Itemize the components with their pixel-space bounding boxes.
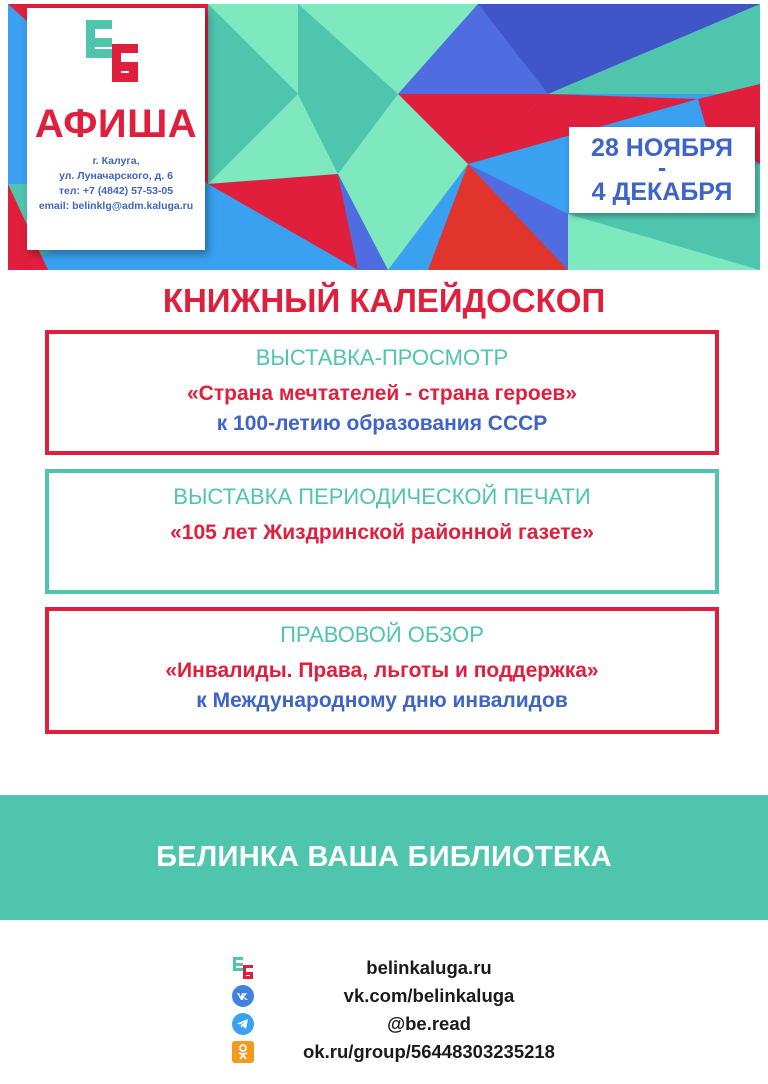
address-city: г. Калуга, <box>92 155 140 167</box>
afisha-card <box>27 8 205 250</box>
contact-odnoklassniki[interactable] <box>0 1039 768 1065</box>
event-name: «Инвалиды. Права, льготы и поддержка» <box>165 659 599 682</box>
website-link[interactable]: belinkaluga.ru <box>366 957 492 978</box>
event-name: «105 лет Жиздринской районной газете» <box>170 521 594 544</box>
telegram-link[interactable]: @be.read <box>387 1013 471 1034</box>
event-card-periodicals <box>45 469 719 594</box>
event-card-exhibition-preview <box>45 330 719 455</box>
slogan-text: БЕЛИНКА ВАША БИБЛИОТЕКА <box>156 841 612 873</box>
vk-link[interactable]: vk.com/belinkaluga <box>343 985 515 1006</box>
event-note: к 100-летию образования СССР <box>216 412 548 435</box>
event-card-legal-review <box>45 607 719 734</box>
library-logo-icon <box>232 957 254 979</box>
slogan-band <box>0 795 768 920</box>
phone-number: тел: +7 (4842) 57-53-05 <box>58 185 174 197</box>
event-type: ПРАВОВОЙ ОБЗОР <box>280 622 484 647</box>
dates-card <box>569 127 755 213</box>
event-name: «Страна мечтателей - страна героев» <box>187 382 577 405</box>
telegram-icon <box>232 1013 254 1035</box>
date-end: 4 ДЕКАБРЯ <box>591 178 733 206</box>
odnoklassniki-icon <box>232 1041 254 1063</box>
address-street: ул. Луначарского, д. 6 <box>59 170 173 182</box>
library-logo-icon <box>84 20 140 82</box>
event-type: ВЫСТАВКА ПЕРИОДИЧЕСКОЙ ПЕЧАТИ <box>173 484 591 509</box>
afisha-title: АФИША <box>34 102 198 146</box>
contact-telegram[interactable] <box>0 1011 768 1037</box>
vk-icon <box>232 985 254 1007</box>
event-type: ВЫСТАВКА-ПРОСМОТР <box>255 345 509 370</box>
email-address: email: belinklg@adm.kaluga.ru <box>38 200 194 212</box>
page-title: КНИЖНЫЙ КАЛЕЙДОСКОП <box>162 282 606 319</box>
contact-vk[interactable] <box>0 983 768 1009</box>
library-address <box>31 154 201 214</box>
odnoklassniki-link[interactable]: ok.ru/group/56448303235218 <box>303 1041 555 1062</box>
date-separator: - <box>657 154 667 182</box>
event-note: к Международному дню инвалидов <box>196 689 568 712</box>
contact-website[interactable] <box>0 955 768 981</box>
date-start: 28 НОЯБРЯ <box>591 134 733 162</box>
